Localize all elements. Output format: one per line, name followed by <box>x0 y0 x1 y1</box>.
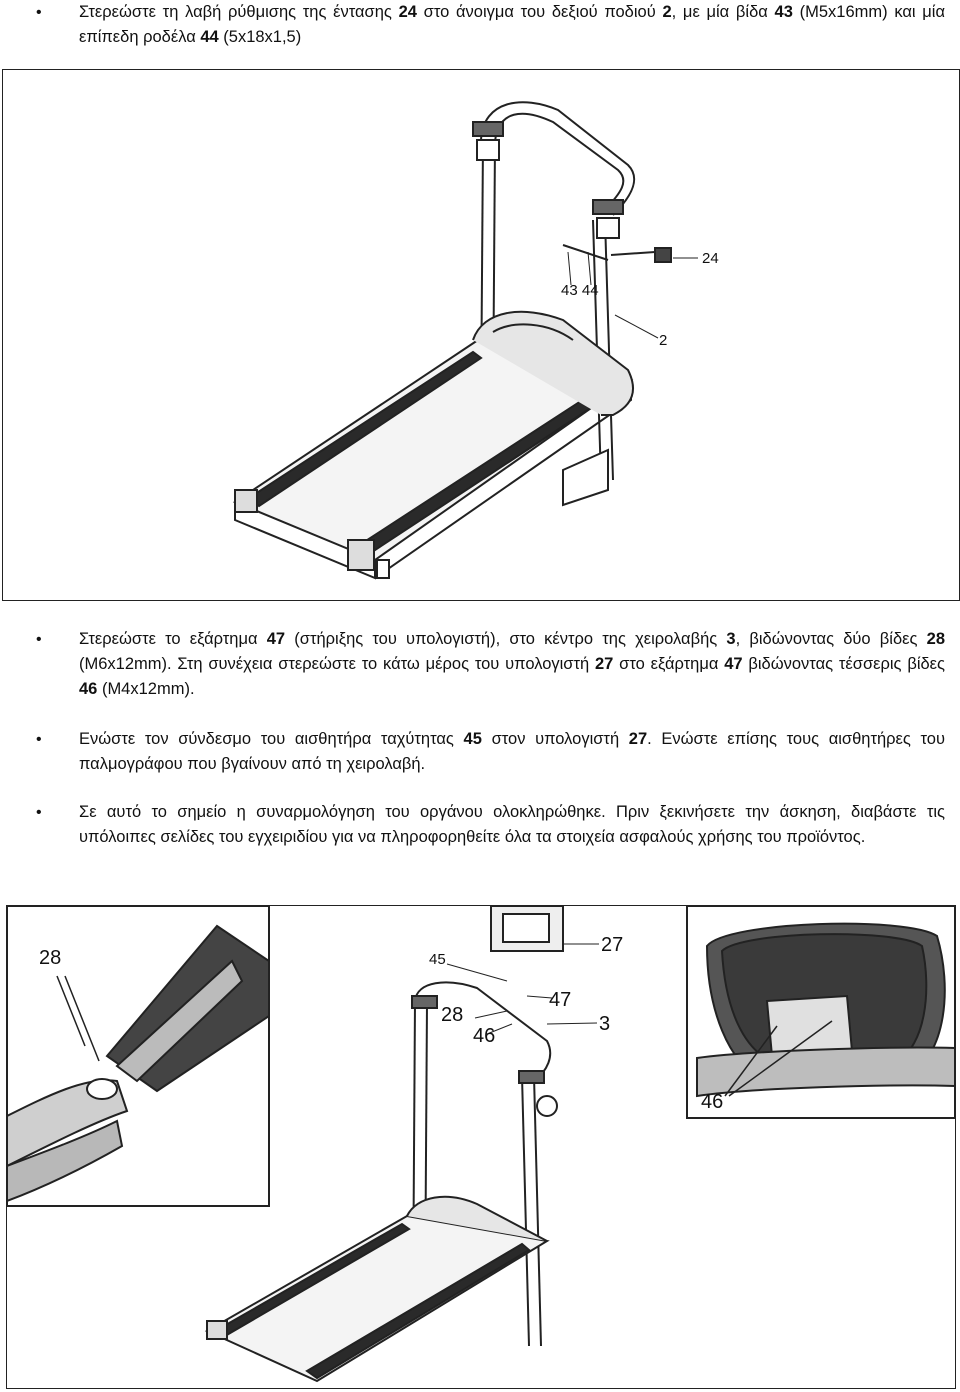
computer-mount-illustration <box>7 906 955 1388</box>
callout-45: 45 <box>429 951 446 968</box>
callout-28-left: 28 <box>39 947 62 969</box>
callout-47: 47 <box>549 989 572 1011</box>
callout-46-right: 46 <box>701 1091 724 1113</box>
callout-28-center: 28 <box>441 1004 464 1026</box>
figure-treadmill-knob <box>2 69 960 601</box>
treadmill-illustration <box>3 70 959 600</box>
bullet <box>36 0 42 25</box>
step-2-text: Στερεώστε το εξάρτημα 47 (στήριξης του υπολογιστή), στο κέντρο της χειρολαβής 3, βιδώνοντας δύο βίδες 28 (M6x12mm). Στη συνέχεια στερεώστε το κάτω μέρος του υπολογιστή 27 στο εξάρτημα 47 βιδώνοντας τέσσερις βίδες 46 (M4x12mm). <box>79 630 945 698</box>
callout-43-44: 43 44 <box>561 282 599 299</box>
figure-computer-mount <box>6 905 956 1389</box>
detail-right <box>687 906 955 1118</box>
step-4-text: Σε αυτό το σημείο η συναρμολόγηση του οργάνου ολοκληρώθηκε. Πριν ξεκινήσετε την άσκηση, διαβάστε τις υπόλοιπες σελίδες του εγχειριδίου για να πληροφορηθείτε όλα τα στοιχεία ασφαλούς χρήσης του προϊόντος. <box>79 803 945 846</box>
bullet <box>36 800 42 825</box>
callout-24: 24 <box>702 250 719 267</box>
step-3-text: Ενώστε τον σύνδεσμο του αισθητήρα ταχύτητας 45 στον υπολογιστή 27. Ενώστε επίσης τους αισθητήρες του παλμογράφου που βγαίνουν από τη χειρολαβή. <box>79 730 945 773</box>
callout-3: 3 <box>599 1013 611 1035</box>
bullet <box>36 627 42 652</box>
callout-27: 27 <box>601 934 624 956</box>
bullet <box>36 727 42 752</box>
step-1-text: Στερεώστε τη λαβή ρύθμισης της έντασης 24 στο άνοιγμα του δεξιού ποδιού 2, με μία βίδα 43 (M5x16mm) και μία επίπεδη ροδέλα 44 (5x18x1,5) <box>79 3 945 46</box>
callout-2: 2 <box>659 332 668 349</box>
callout-46-center: 46 <box>473 1025 496 1047</box>
